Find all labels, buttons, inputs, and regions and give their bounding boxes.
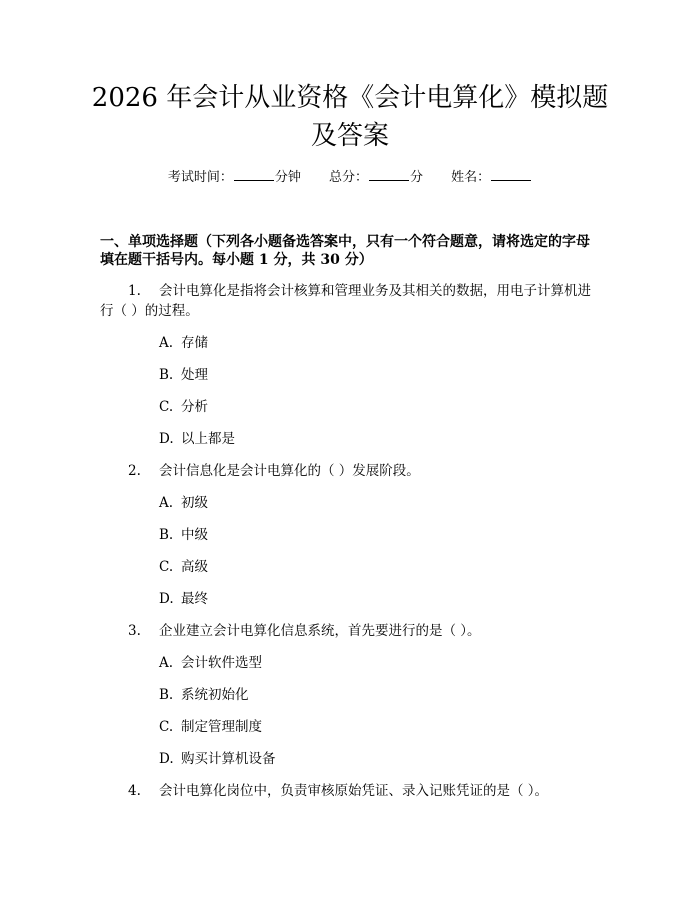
total-score-label: 总分： (328, 170, 368, 185)
question-3-option-a (159, 653, 262, 673)
option-letter: C. (159, 399, 174, 415)
question-2-text-line-1: 会计信息化是会计电算化的（ ）发展阶段。 (159, 463, 420, 479)
option-letter: D. (159, 431, 174, 447)
total-score-blank (369, 168, 409, 181)
question-2-option-b (159, 525, 208, 545)
option-text: 制定管理制度 (181, 719, 262, 735)
name-field (451, 168, 532, 187)
option-letter: C. (159, 719, 174, 735)
option-text: 中级 (181, 527, 208, 543)
exam-time-blank (234, 168, 274, 181)
exam-time-unit: 分钟 (274, 170, 301, 185)
name-label: 姓名： (451, 170, 491, 185)
exam-time-field (168, 168, 301, 187)
option-text: 最终 (181, 591, 208, 607)
option-text: 以上都是 (181, 431, 235, 447)
option-text: 初级 (181, 495, 208, 511)
exam-time-label: 考试时间： (167, 170, 233, 185)
question-1-number: 1. (128, 283, 141, 299)
option-text: 存储 (181, 335, 208, 351)
section-header-line-2: 填在题干括号内。每小题 1 分，共 30 分） (100, 252, 373, 268)
question-2-option-a (159, 493, 208, 513)
question-1-text-line-1: 会计电算化是指将会计核算和管理业务及其相关的数据，用电子计算机进 (159, 283, 591, 299)
option-text: 高级 (181, 559, 208, 575)
question-3-option-c (159, 717, 262, 737)
option-letter: B. (159, 687, 174, 703)
option-letter: D. (159, 591, 174, 607)
option-text: 分析 (181, 399, 208, 415)
option-letter: D. (159, 751, 174, 767)
option-letter: B. (159, 367, 174, 383)
total-score-field (329, 168, 423, 187)
question-2-number: 2. (128, 463, 141, 479)
question-3-option-b (159, 685, 249, 705)
option-text: 购买计算机设备 (181, 751, 276, 767)
question-4-number: 4. (128, 783, 141, 799)
question-1-option-d (159, 429, 235, 449)
section-header-line-1: 一、单项选择题（下列各小题备选答案中，只有一个符合题意，请将选定的字母 (100, 234, 590, 250)
question-1-option-b (159, 365, 208, 385)
option-text: 处理 (181, 367, 208, 383)
option-letter: A. (159, 655, 174, 671)
question-1-text-line-2: 行（ ）的过程。 (100, 303, 199, 319)
option-text: 系统初始化 (181, 687, 249, 703)
question-1-option-c (159, 397, 208, 417)
question-3-option-d (159, 749, 276, 769)
option-letter: B. (159, 527, 174, 543)
option-letter: A. (159, 495, 174, 511)
question-4-text-line-1: 会计电算化岗位中，负责审核原始凭证、录入记账凭证的是（ ）。 (159, 783, 549, 799)
document-title-line-2: 及答案 (310, 121, 389, 151)
question-1-option-a (159, 333, 208, 353)
question-3-text-line-1: 企业建立会计电算化信息系统，首先要进行的是（ ）。 (159, 623, 481, 639)
option-text: 会计软件选型 (181, 655, 262, 671)
name-blank (491, 168, 531, 181)
document-title-line-1: 2026 年会计从业资格《会计电算化》模拟题 (91, 83, 609, 113)
option-letter: C. (159, 559, 174, 575)
question-2-option-c (159, 557, 208, 577)
total-score-unit: 分 (410, 170, 424, 185)
exam-info (0, 168, 700, 187)
question-2-option-d (159, 589, 208, 609)
question-3-number: 3. (128, 623, 141, 639)
option-letter: A. (159, 335, 174, 351)
